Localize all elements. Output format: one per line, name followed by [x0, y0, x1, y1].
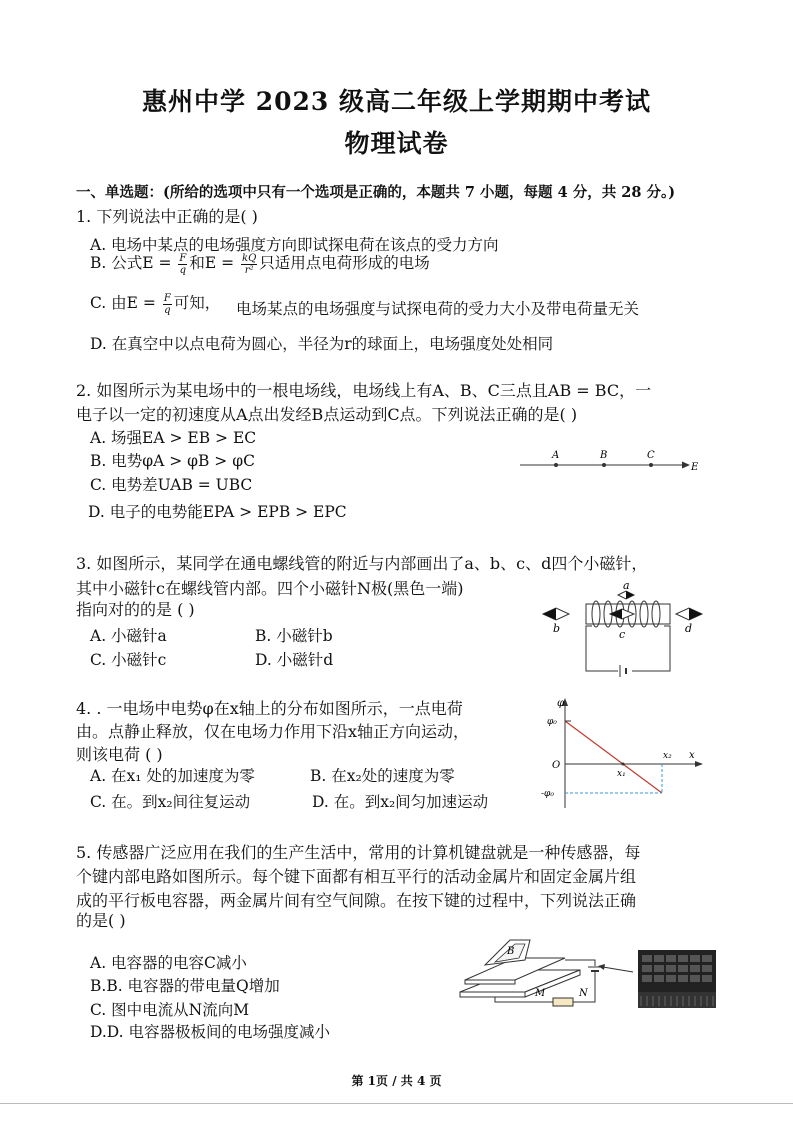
- compass-c-label: c: [619, 628, 626, 641]
- neg-phi0-label: -φ₀: [541, 789, 554, 799]
- q3-option-c: C. 小磁针c: [90, 651, 167, 669]
- q5-stem-line1: 5. 传感器广泛应用在我们的生产生活中，常用的计算机键盘就是一种传感器，每: [76, 843, 641, 862]
- q1-option-a: A. 电场中某点的电场强度方向即试探电荷在该点的受力方向: [90, 236, 499, 254]
- origin-label: O: [552, 760, 561, 771]
- q1-option-d: D. 在真空中以点电荷为圆心，半径为r的球面上，电场强度处处相同: [90, 335, 554, 353]
- q1-b-fraction-1: $\frac{F}{q}$: [179, 252, 187, 276]
- q3-stem-line2: 其中小磁针c在螺线管内部。四个小磁针N极(黑色一端): [76, 579, 464, 598]
- q4-option-c: C. 在。到x₂间往复运动: [90, 793, 251, 811]
- q3-option-d: D. 小磁针d: [255, 651, 334, 669]
- q1-b-fraction-2: $\frac{kQ}{\text{r²}}$: [242, 252, 257, 276]
- point-a-label: A: [552, 450, 560, 461]
- point-n-label: N: [579, 988, 588, 999]
- exam-subtitle: 物理试卷: [344, 129, 449, 158]
- q3-option-a: A. 小磁针a: [90, 627, 167, 645]
- q3-option-b: B. 小磁针b: [255, 627, 333, 645]
- compass-a-label: a: [623, 579, 630, 592]
- q1-option-b: [90, 251, 430, 276]
- q2-option-b: B. 电势φA > φB > φC: [90, 452, 255, 470]
- q1-c-fraction: $\frac{F}{q}$: [163, 292, 171, 316]
- q1-option-c: [90, 291, 220, 316]
- exam-title: 惠州中学 2023 级高二年级上学期期中考试: [142, 87, 651, 116]
- q5-stem-line4: 的是( ): [76, 911, 126, 930]
- q3-stem-line1: 3. 如图所示，某同学在通电螺线管的附近与内部画出了a、b、c、d四个小磁针，: [76, 554, 648, 573]
- q4-option-d: D. 在。到x₂间匀加速运动: [312, 793, 489, 811]
- phi0-label: φ₀: [547, 717, 557, 727]
- q3-stem-line3: 指向对的的是 ( ): [76, 600, 195, 619]
- q4-option-a: A. 在x₁ 处的加速度为零: [90, 767, 255, 785]
- key-b-label: B: [507, 946, 515, 957]
- q5-option-d: D.D. 电容器极板间的电场强度减小: [90, 1023, 331, 1041]
- q5-option-c: C. 图中电流从N流向M: [90, 1001, 250, 1019]
- x2-label: x₂: [663, 751, 672, 761]
- q1-option-c-tail: 电场某点的电场强度与试探电荷的受力大小及带电荷量无关: [236, 300, 640, 318]
- q2-option-d: D. 电子的电势能EPA > EPB > EPC: [88, 503, 347, 521]
- q1-b-prefix: B. 公式E =: [90, 254, 177, 272]
- potential-graph-figure: [535, 696, 715, 816]
- x1-label: x₁: [617, 769, 626, 779]
- section-heading: 一、单选题：(所给的选项中只有一个选项是正确的，本题共 7 小题，每题 4 分，共 28 分。): [76, 184, 676, 201]
- q2-option-a: A. 场强EA > EB > EC: [90, 429, 257, 447]
- point-b-label: B: [600, 450, 608, 461]
- q5-option-a: A. 电容器的电容C减小: [90, 954, 247, 972]
- q4-stem-line2: 由。点静止释放，仅在电场力作用下沿x轴正方向运动，: [76, 722, 470, 741]
- q4-option-b: B. 在x₂处的速度为零: [310, 767, 455, 785]
- field-e-label: E: [691, 462, 699, 473]
- page-footer: 第 1页 / 共 4 页: [351, 1074, 442, 1088]
- q2-option-c: C. 电势差UAB = UBC: [90, 476, 253, 494]
- point-c-label: C: [647, 450, 655, 461]
- keyboard-photo: [638, 950, 716, 1008]
- q1-b-suffix: 只适用点电荷形成的电场: [259, 254, 430, 272]
- q4-stem-line3: 则该电荷 ( ): [76, 745, 163, 764]
- point-m-label: M: [535, 988, 546, 999]
- q1-c-suffix: 可知，: [173, 294, 221, 312]
- phi-axis-label: φ: [557, 698, 565, 709]
- q1-stem: 1. 下列说法中正确的是( ): [76, 207, 258, 226]
- q2-stem-line1: 2. 如图所示为某电场中的一根电场线，电场线上有A、B、C三点且AB = BC，一: [76, 381, 652, 400]
- compass-b-label: b: [553, 622, 561, 635]
- solenoid-figure: [540, 579, 720, 681]
- compass-d-label: d: [685, 622, 693, 635]
- footer-divider: [0, 1103, 793, 1104]
- q5-stem-line3: 成的平行板电容器，两金属片间有空气间隙。在按下键的过程中，下列说法正确: [76, 891, 637, 910]
- q1-c-prefix: C. 由E =: [90, 294, 161, 312]
- q1-b-mid: 和E =: [189, 254, 240, 272]
- electric-field-line-figure: [520, 445, 700, 475]
- x-axis-label: x: [689, 750, 695, 761]
- q4-stem-line1: 4. . 一电场中电势φ在x轴上的分布如图所示，一点电荷: [76, 699, 463, 718]
- keyboard-capacitor-figure: [455, 930, 720, 1015]
- q5-stem-line2: 个键内部电路如图所示。每个键下面都有相互平行的活动金属片和固定金属片组: [76, 867, 637, 886]
- q5-option-b: B.B. 电容器的带电量Q增加: [90, 977, 280, 995]
- q2-stem-line2: 电子以一定的初速度从A点出发经B点运动到C点。下列说法正确的是( ): [76, 405, 578, 424]
